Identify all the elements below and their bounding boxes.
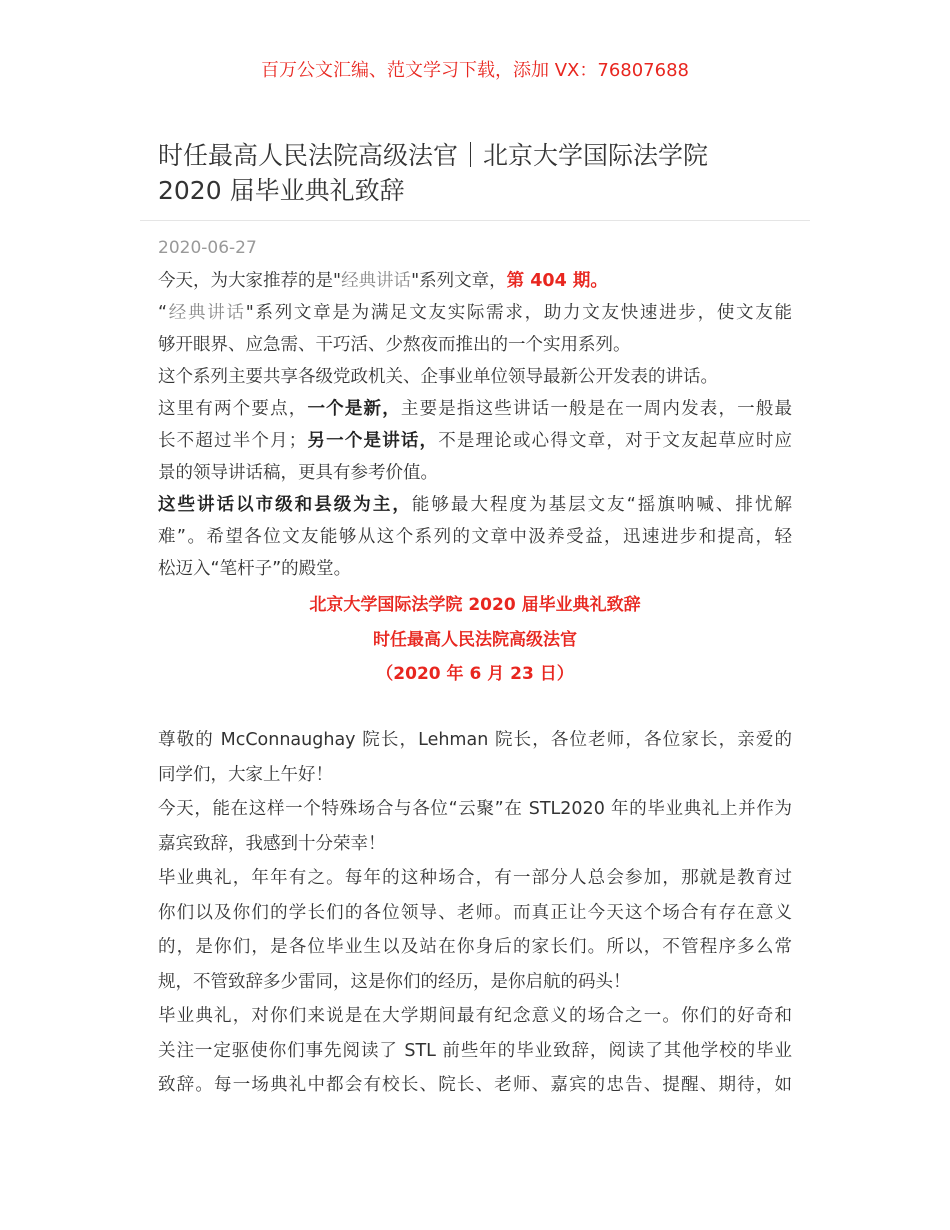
intro-line	[158, 393, 792, 425]
body-line: 规，不管致辞多少雷同，这是你们的经历，是你启航的码头！	[158, 971, 631, 992]
title-line: 2020 届毕业典礼致辞	[158, 176, 405, 205]
text: 今天，为大家推荐的是"	[158, 271, 342, 291]
intro-line: 够开眼界、应急需、干巧活、少熬夜而推出的一个实用系列。	[158, 335, 631, 355]
intro-line: 难”。希望各位文友能够从这个系列的文章中汲养受益，迅速进步和提高，轻	[158, 527, 792, 547]
text: "系列文章是为满足文友实际需求，助力文友快速进步，使文友能	[245, 303, 792, 323]
body-line: 今天，能在这样一个特殊场合与各位“云聚”在 STL2020 年的毕业典礼上并作为	[158, 799, 792, 819]
issue-number: 第 404 期。	[506, 271, 608, 291]
body-line: 毕业典礼，年年有之。每年的这种场合，有一部分人总会参加，那就是教育过	[158, 868, 792, 888]
publish-date: 2020-06-27	[158, 238, 257, 258]
speech-body	[158, 723, 792, 1103]
speech-date: （2020 年 6 月 23 日）	[376, 664, 574, 684]
bold-text: 一个是新，	[307, 399, 401, 419]
bold-text: 另一个是讲话，	[306, 431, 439, 451]
text: 主要是指这些讲话一般是在一周内发表，一般最	[400, 399, 793, 419]
intro-line	[158, 425, 792, 457]
bold-text: 这些讲话以市级和县级为主，	[158, 495, 412, 515]
intro-line: 景的领导讲话稿，更具有参考价值。	[158, 463, 438, 483]
text: 这里有两个要点，	[158, 399, 308, 419]
body-line: 的，是你们，是各位毕业生以及站在你身后的家长们。所以，不管程序多么常	[158, 937, 792, 957]
promo-banner: 百万公文汇编、范文学习下载，添加 VX：76807688	[261, 60, 689, 81]
text: 经典讲话	[167, 303, 246, 323]
body-line: 致辞。每一场典礼中都会有校长、院长、老师、嘉宾的忠告、提醒、期待，如	[158, 1075, 792, 1095]
body-line: 同学们，大家上午好！	[158, 764, 333, 785]
text: 不是理论或心得文章，对于文友起草应时应	[438, 431, 793, 451]
intro-line	[158, 489, 792, 521]
text: “	[158, 303, 168, 323]
intro-line: 松迈入“笔杆子”的殿堂。	[158, 559, 352, 579]
article-title	[158, 138, 798, 208]
intro-line	[158, 265, 792, 297]
intro-section	[158, 265, 792, 585]
body-line: 关注一定驱使你们事先阅读了 STL 前些年的毕业致辞，阅读了其他学校的毕业	[158, 1040, 792, 1061]
speaker-title: 时任最高人民法院高级法官	[373, 630, 577, 650]
title-line: 时任最高人民法院高级法官｜北京大学国际法学院	[158, 141, 709, 170]
text: "系列文章，	[411, 271, 507, 291]
text: 经典讲话	[341, 271, 412, 291]
speech-heading: 北京大学国际法学院 2020 届毕业典礼致辞	[309, 595, 641, 615]
body-line: 嘉宾致辞，我感到十分荣幸！	[158, 833, 386, 854]
text: 能够最大程度为基层文友“摇旗呐喊、排忧解	[411, 495, 792, 515]
body-line: 你们以及你们的学长们的各位领导、老师。而真正让今天这个场合有存在意义	[158, 902, 792, 923]
body-line: 尊敬的 McConnaughay 院长，Lehman 院长，各位老师，各位家长，亲爱的	[158, 730, 792, 750]
intro-line	[158, 297, 792, 329]
divider	[140, 220, 810, 221]
text: 长不超过半个月；	[158, 431, 307, 451]
intro-line: 这个系列主要共享各级党政机关、企事业单位领导最新公开发表的讲话。	[158, 367, 718, 387]
body-line: 毕业典礼，对你们来说是在大学期间最有纪念意义的场合之一。你们的好奇和	[158, 1006, 792, 1026]
